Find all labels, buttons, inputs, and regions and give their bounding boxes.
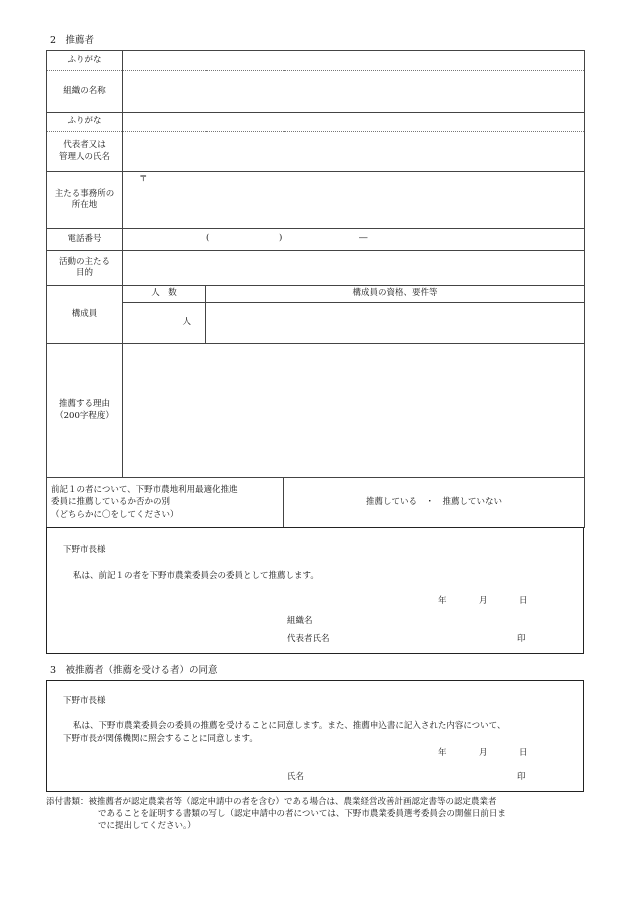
consent-day: 日: [519, 748, 528, 758]
reason-field[interactable]: [123, 344, 585, 478]
furigana-label: ふりがな: [47, 51, 123, 71]
consent-month: 月: [479, 748, 488, 758]
date-month: 月: [479, 596, 488, 606]
consent-year: 年: [438, 748, 447, 758]
phone-dash: ―: [359, 233, 368, 243]
recommender-form-table: [46, 50, 585, 528]
reason-label: 推薦する理由 （200字程度）: [47, 344, 123, 478]
member-count-field[interactable]: [123, 303, 206, 344]
section2-heading: 2 推薦者: [50, 35, 95, 46]
purpose-label: 活動の主たる 目的: [47, 251, 123, 286]
org-label: 組織名: [287, 616, 313, 626]
rep-label: 代表者氏名: [287, 634, 330, 644]
office-address-label: 主たる事務所の 所在地: [47, 172, 123, 229]
phone-label: 電話番号: [47, 229, 123, 251]
consent-box: [46, 680, 584, 792]
attachment-note: [46, 797, 591, 833]
member-qualification-field[interactable]: [206, 303, 585, 344]
attachment-line2: であることを証明する書類の写し（認定申請中の者については、下野市農業委員選考委員会の開催日前日ま: [98, 808, 506, 819]
rep-name-label: 代表者又は 管理人の氏名: [47, 132, 123, 172]
consent-addressee: 下野市長様: [63, 696, 106, 706]
rep-furigana-field[interactable]: [123, 113, 585, 132]
members-label: 構成員: [47, 286, 123, 344]
consent-name-label: 氏名: [287, 772, 305, 782]
postal-mark: 〒: [139, 174, 148, 184]
declaration-statement: 私は、前記１の者を下野市農業委員会の委員として推薦します。: [73, 571, 319, 581]
member-unit: 人: [182, 317, 191, 328]
org-name-label: 組織の名称: [47, 71, 123, 113]
member-count-header: 人 数: [123, 286, 206, 303]
phone-field[interactable]: [123, 229, 585, 251]
office-address-field[interactable]: [123, 172, 585, 229]
promotion-question: 前記１の者について、下野市農地利用最適化推進 委員に推薦しているか否かの別 （どちらかに〇をしてください）: [47, 478, 284, 528]
consent-statement-line2: 下野市長が関係機関に照会することに同意します。: [63, 734, 258, 744]
addressee: 下野市長様: [63, 545, 106, 555]
promotion-choice[interactable]: 推薦している ・ 推薦していない: [284, 478, 585, 528]
attachment-line3: でに提出してください。）: [98, 820, 196, 831]
date-year: 年: [438, 596, 447, 606]
furigana-label-2: ふりがな: [47, 113, 123, 132]
phone-paren-open: (: [206, 233, 210, 243]
member-qualification-header: 構成員の資格、要件等: [206, 286, 585, 303]
attachment-line1: 被推薦者が認定農業者等（認定申請中の者を含む）である場合は、農業経営改善計画認定書等の認定農業者: [88, 797, 497, 807]
attachment-heading: 添付書類：: [46, 797, 89, 807]
phone-paren-close: ): [279, 233, 283, 243]
consent-statement-line1: 私は、下野市農業委員会の委員の推薦を受けることに同意します。また、推薦申込書に記入された内容について、: [73, 721, 506, 731]
consent-seal-mark: 印: [517, 772, 526, 782]
org-furigana-field[interactable]: [123, 51, 585, 71]
section3-heading: 3 被推薦者（推薦を受ける者）の同意: [50, 665, 218, 676]
seal-mark: 印: [517, 634, 526, 644]
purpose-field[interactable]: [123, 251, 585, 286]
date-day: 日: [519, 596, 528, 606]
rep-name-field[interactable]: [123, 132, 585, 172]
org-name-field[interactable]: [123, 71, 585, 113]
recommender-declaration-box: [46, 527, 584, 654]
